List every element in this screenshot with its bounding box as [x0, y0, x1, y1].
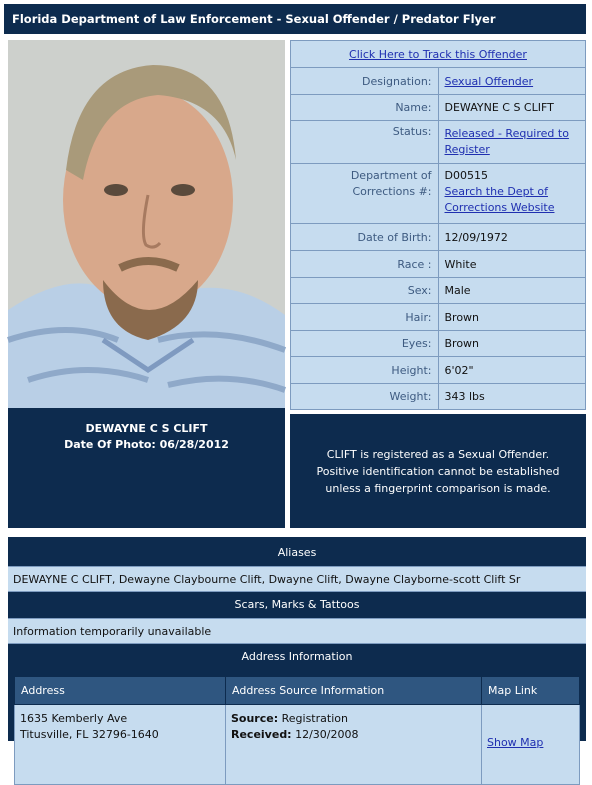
offender-info-table: [290, 40, 586, 410]
dob-label: Date of Birth:: [291, 224, 439, 251]
doc-label: Department of Corrections #:: [291, 164, 439, 224]
address-city: Titusville, FL 32796-1640: [20, 728, 159, 741]
sex-label: Sex:: [291, 278, 439, 304]
status-label: Status:: [291, 121, 439, 164]
notice-registered: CLIFT is registered as a Sexual Offender.: [326, 448, 550, 461]
details-panel: [8, 537, 586, 749]
map-link-cell: [482, 705, 580, 785]
source-column-header: Address Source Information: [226, 677, 482, 705]
status-link[interactable]: Released - Required to Register: [444, 127, 569, 156]
hair-label: Hair:: [291, 304, 439, 331]
doc-number: D00515: [444, 169, 488, 182]
weight-value: 343 lbs: [438, 384, 586, 410]
scars-header: Scars, Marks & Tattoos: [234, 598, 360, 611]
sex-value: Male: [438, 278, 586, 304]
height-label: Height:: [291, 357, 439, 384]
hair-value: Brown: [438, 304, 586, 331]
notice-identification: Positive identification cannot be established unless a fingerprint comparison is made.: [316, 465, 560, 495]
name-label: Name:: [291, 95, 439, 121]
track-offender-cell: [291, 41, 586, 68]
designation-link[interactable]: Sexual Offender: [444, 74, 534, 88]
height-value: 6'02": [438, 357, 586, 384]
aliases-value: DEWAYNE C CLIFT, Dewayne Claybourne Clift, Dwayne Clift, Dwayne Clayborne-scott Clift Sr: [8, 566, 586, 592]
received-value: 12/30/2008: [295, 728, 359, 741]
address-column-header: Address: [15, 677, 226, 705]
offender-photo: [8, 40, 285, 408]
page-banner: Florida Department of Law Enforcement - Sexual Offender / Predator Flyer: [4, 4, 586, 34]
track-offender-link[interactable]: Click Here to Track this Offender: [349, 47, 527, 61]
photo-caption: [8, 408, 285, 528]
weight-label: Weight:: [291, 384, 439, 410]
address-header: Address Information: [241, 650, 353, 663]
designation-label: Designation:: [291, 68, 439, 95]
race-value: White: [438, 251, 586, 278]
address-source-cell: [226, 705, 482, 785]
identification-notice: [290, 414, 586, 528]
eyes-value: Brown: [438, 331, 586, 357]
eyes-label: Eyes:: [291, 331, 439, 357]
dob-value: 12/09/1972: [438, 224, 586, 251]
show-map-link[interactable]: Show Map: [487, 736, 544, 749]
caption-photo-date: Date Of Photo: 06/28/2012: [64, 438, 229, 451]
scars-value: Information temporarily unavailable: [8, 618, 586, 644]
caption-name: DEWAYNE C S CLIFT: [85, 422, 208, 435]
offender-photo-image: [8, 40, 285, 408]
address-table: [14, 676, 580, 785]
source-value: Registration: [281, 712, 348, 725]
source-label: Source:: [231, 712, 279, 725]
address-street: 1635 Kemberly Ave: [20, 712, 128, 725]
doc-search-link[interactable]: Search the Dept of Corrections Website: [444, 185, 555, 214]
address-cell: [15, 705, 226, 785]
race-label: Race :: [291, 251, 439, 278]
received-label: Received:: [231, 728, 292, 741]
map-column-header: Map Link: [482, 677, 580, 705]
name-value: DEWAYNE C S CLIFT: [438, 95, 586, 121]
aliases-header: Aliases: [277, 546, 317, 559]
